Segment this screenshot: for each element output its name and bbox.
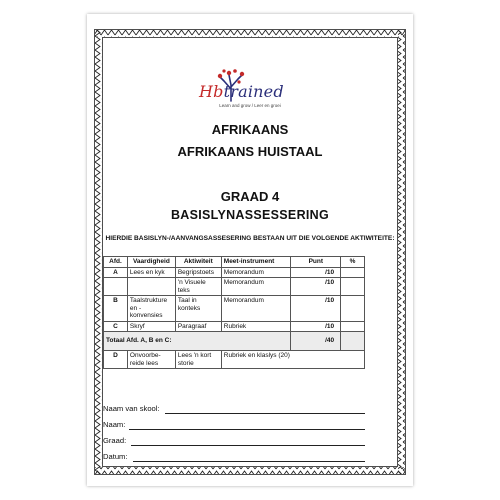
cell-pct <box>341 278 365 296</box>
cell-afd: B <box>104 296 128 322</box>
cell-aktiwiteit: Lees 'n kort storie <box>175 351 221 369</box>
cell-punt: /10 <box>291 267 341 278</box>
header-pct: % <box>341 257 365 268</box>
page-content <box>103 38 397 469</box>
cell-afd: C <box>104 321 128 332</box>
cell-afd: A <box>104 267 128 278</box>
table-row <box>104 351 365 369</box>
subject-title: AFRIKAANS <box>211 122 289 137</box>
header-punt: Punt <box>291 257 341 268</box>
cell-pct <box>341 267 365 278</box>
logo-wordmark <box>199 82 284 101</box>
cell-instrument: Memorandum <box>221 278 291 296</box>
cell-afd <box>104 278 128 296</box>
subject-full-title: AFRIKAANS HUISTAAL <box>177 144 323 159</box>
grade-field[interactable] <box>103 436 365 448</box>
table-row <box>104 296 365 322</box>
cell-instrument: Rubriek <box>221 321 291 332</box>
cell-instrument: Rubriek en klaslys (20) <box>221 351 364 369</box>
total-pct <box>341 332 365 351</box>
table-row <box>104 278 365 296</box>
assessment-title: BASISLYNASSESSERING <box>170 208 330 222</box>
logo-wordmark-rest: trained <box>223 82 284 101</box>
name-label: Naam: <box>103 420 126 429</box>
cell-vaardigheid <box>127 278 175 296</box>
logo-wordmark-hb: Hb <box>199 82 224 101</box>
cell-vaardigheid: Lees en kyk <box>127 267 175 278</box>
table-total-row <box>104 332 365 351</box>
cell-vaardigheid: Taalstrukture en -konvensies <box>127 296 175 322</box>
name-line <box>129 429 365 430</box>
header-vaardigheid: Vaardigheid <box>127 257 175 268</box>
total-punt: /40 <box>291 332 341 351</box>
school-name-label: Naam van skool: <box>103 404 160 413</box>
school-name-line <box>165 413 365 414</box>
table-row <box>104 321 365 332</box>
header-afd: Afd. <box>104 257 128 268</box>
header-meet-instrument: Meet-instrument <box>221 257 291 268</box>
cell-aktiwiteit: Begripstoets <box>175 267 221 278</box>
cell-aktiwiteit: Paragraaf <box>175 321 221 332</box>
table-row <box>104 267 365 278</box>
date-line <box>133 461 365 462</box>
cell-afd: D <box>104 351 128 369</box>
name-field[interactable] <box>103 420 365 432</box>
cell-pct <box>341 296 365 322</box>
grade-label: Graad: <box>103 436 127 445</box>
cell-aktiwiteit: Taal in konteks <box>175 296 221 322</box>
cell-instrument: Memorandum <box>221 296 291 322</box>
cell-vaardigheid: Skryf <box>127 321 175 332</box>
header-aktiwiteit: Aktiwiteit <box>175 257 221 268</box>
cell-aktiwiteit: 'n Visuele teks <box>175 278 221 296</box>
grade-line <box>131 445 365 446</box>
cell-punt: /10 <box>291 321 341 332</box>
document-page <box>87 14 413 486</box>
cell-vaardigheid: Onvoorbe-reide lees <box>127 351 175 369</box>
hbtrained-logo <box>103 67 397 111</box>
intro-text: HIERDIE BASISLYN-/AANVANGSASSESERING BESTAAN UIT DIE VOLGENDE AKTIWITEITE: <box>105 235 395 242</box>
school-name-field[interactable] <box>103 404 365 416</box>
logo-tagline: Learn and grow / Leer en groei <box>219 103 281 108</box>
cell-punt: /10 <box>291 278 341 296</box>
cell-instrument: Memorandum <box>221 267 291 278</box>
grade-title: GRAAD 4 <box>220 189 280 204</box>
activities-table <box>103 256 365 369</box>
date-field[interactable] <box>103 452 365 464</box>
cell-pct <box>341 321 365 332</box>
cell-punt: /10 <box>291 296 341 322</box>
total-label: Totaal Afd. A, B en C: <box>104 332 291 351</box>
table-header-row <box>104 257 365 268</box>
date-label: Datum: <box>103 452 128 461</box>
